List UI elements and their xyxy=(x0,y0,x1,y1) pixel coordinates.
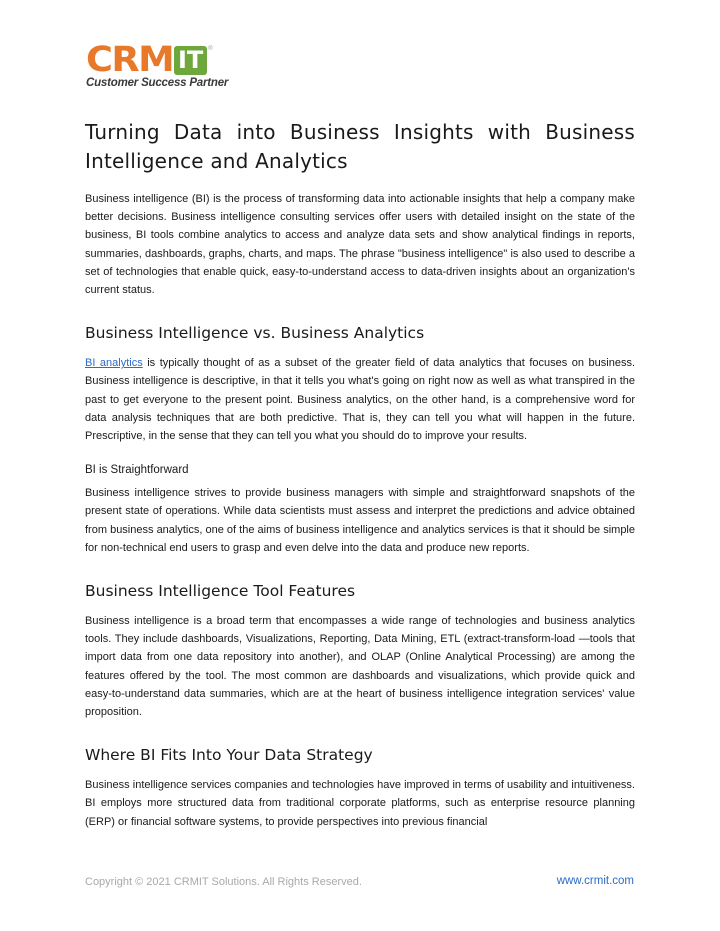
section-paragraph-data-strategy: Business intelligence services companies and technologies have improved in terms of usability and intuitiveness. BI employs more structured data from traditional corporate platforms, such as enterprise resource planning (ERP) or financial software systems, to provide perspectives into previous financial xyxy=(85,779,635,828)
footer-copyright: Copyright © 2021 CRMIT Solutions. All Rights Reserved. xyxy=(85,876,362,888)
logo-it-badge: IT xyxy=(174,46,207,75)
intro-paragraph: Business intelligence (BI) is the process of transforming data into actionable insights that help a company make better decisions. Business intelligence consulting services offer users with detailed insight on the state of the business, BI tools combine analytics to access and analyze data sets and show analytical findings in reports, summaries, dashboards, graphs, charts, and maps. The phrase "business intelligence" is also used to describe a set of technologies that enable quick, easy-to-understand access to data-driven insights about an organization's current status. xyxy=(85,193,635,297)
section-paragraph-tool-features: Business intelligence is a broad term that encompasses a wide range of technologies and business analytics tools. They include dashboards, Visualizations, Reporting, Data Mining, ETL (extract-transform-load —tools that import data from one data repository into another), and OLAP (Online Analytical Processing) are among the features offered by the tool. The most common are dashboards and visualizations, which provide quick and easy-to-understand data summaries, which are at the heart of business intelligence integration services' value proposition. xyxy=(85,615,635,719)
logo-trademark: ® xyxy=(208,46,213,52)
bi-analytics-link[interactable]: BI analytics xyxy=(85,357,143,370)
crmit-logo xyxy=(86,40,246,94)
section-paragraph-bi-vs-ba xyxy=(85,354,635,445)
document-body xyxy=(85,118,635,831)
section-paragraph-text: is typically thought of as a subset of the greater field of data analytics that focuses on business. Business intelligence is descriptive, in that it tells you what's going on right now as well as what transpired in the past to get everyone to the present point. Business analytics, on the other hand, is a comprehensive word for data analysis techniques that are both predictive. That is, they can tell you what will happen in the future. Prescriptive, in the sense that they can tell you what you should do to improve your results. xyxy=(85,357,636,443)
logo-tagline: Customer Success Partner xyxy=(86,77,229,89)
logo-crm-text: CRM xyxy=(86,40,174,80)
subsection-paragraph-straightforward: Business intelligence strives to provide business managers with simple and straightforward snapshots of the present state of operations. While data scientists must assess and interpret the predictions and advice obtained from business analytics, one of the aims of business intelligence and analytics services is that it should be simple for non-technical end users to grasp and even delve into the data and produce new reports. xyxy=(85,487,635,554)
logo-wordmark xyxy=(86,40,246,80)
section-heading-bi-vs-ba: Business Intelligence vs. Business Analytics xyxy=(85,324,425,343)
footer-website-link[interactable]: www.crmit.com xyxy=(556,875,634,887)
section-heading-data-strategy: Where BI Fits Into Your Data Strategy xyxy=(85,746,373,765)
subsection-heading-straightforward: BI is Straightforward xyxy=(85,464,189,477)
section-heading-tool-features: Business Intelligence Tool Features xyxy=(85,582,356,601)
page-title: Turning Data into Business Insights with Business Intelligence and Analytics xyxy=(85,120,635,173)
